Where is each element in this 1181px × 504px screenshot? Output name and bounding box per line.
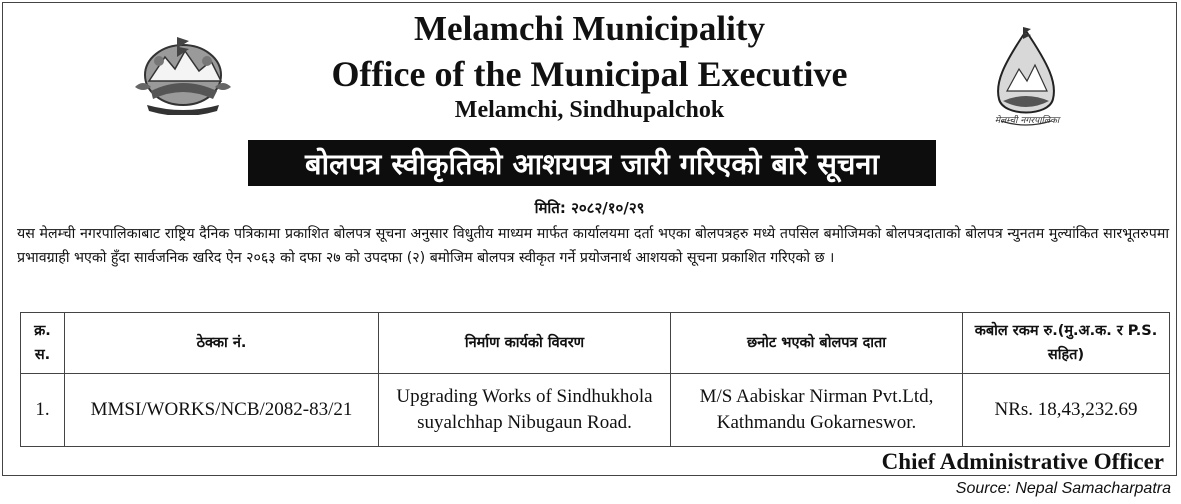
header-work-description: निर्माण कार्यको विवरण (379, 313, 671, 374)
table-header-row (21, 313, 1170, 374)
header-contract-no: ठेक्का नं. (65, 313, 379, 374)
office-location: Melamchi, Sindhupalchok (454, 97, 725, 123)
notice-title-text: बोलपत्र स्वीकृतिको आशयपत्र जारी गरिएको बारे सूचना (305, 146, 879, 181)
header-selected-bidder: छनोट भएको बोलपत्र दाता (671, 313, 963, 374)
notice-title (248, 140, 936, 186)
notice-body: यस मेलम्ची नगरपालिकाबाट राष्ट्रिय दैनिक पत्रिकामा प्रकाशित बोलपत्र सूचना अनुसार विधुतीय माध्यम मार्फत कार्यालयमा दर्ता भएका बोलपत्रहरु मध्ये तपसिल बमोजिमको बोलपत्रदाताको बोलपत्र न्युनतम मुल्यांकित सारभूतरुपमा प्रभावग्राही भएको हुँदा सार्वजनिक खरिद ऐन २०६३ को दफा २७ को उपदफा (२) बमोजिम बोलपत्र स्वीकृत गर्ने प्रयोजनार्थ आशयको सूचना प्रकाशित गरिएको छ । (17, 226, 1169, 266)
cell-quoted-amount: NRs. 18,43,232.69 (963, 374, 1170, 447)
municipality-name: Melamchi Municipality (414, 9, 765, 48)
table-row (21, 374, 1170, 447)
logo-caption: मेलम्ची नगरपालिका (994, 116, 1060, 126)
cell-contract-no: MMSI/WORKS/NCB/2082-83/21 (65, 374, 379, 447)
office-name: Office of the Municipal Executive (331, 54, 848, 94)
header-quoted-amount: कबोल रकम रु.(मु.अ.क. र P.S. सहित) (963, 313, 1170, 374)
tender-table (20, 312, 1170, 447)
source-credit: Source: Nepal Samacharpatra (955, 480, 1171, 497)
notice-date: मिति: २०८२/१०/२९ (534, 199, 645, 217)
cell-selected-bidder: M/S Aabiskar Nirman Pvt.Ltd, Kathmandu Gokarneswor. (671, 374, 963, 447)
cell-work-description: Upgrading Works of Sindhukhola suyalchhap Nibugaun Road. (379, 374, 671, 447)
signatory-title: Chief Administrative Officer (881, 449, 1164, 474)
notice-document (2, 2, 1177, 476)
cell-serial-no: 1. (21, 374, 65, 447)
header-serial-no: क्र. स. (21, 313, 65, 374)
